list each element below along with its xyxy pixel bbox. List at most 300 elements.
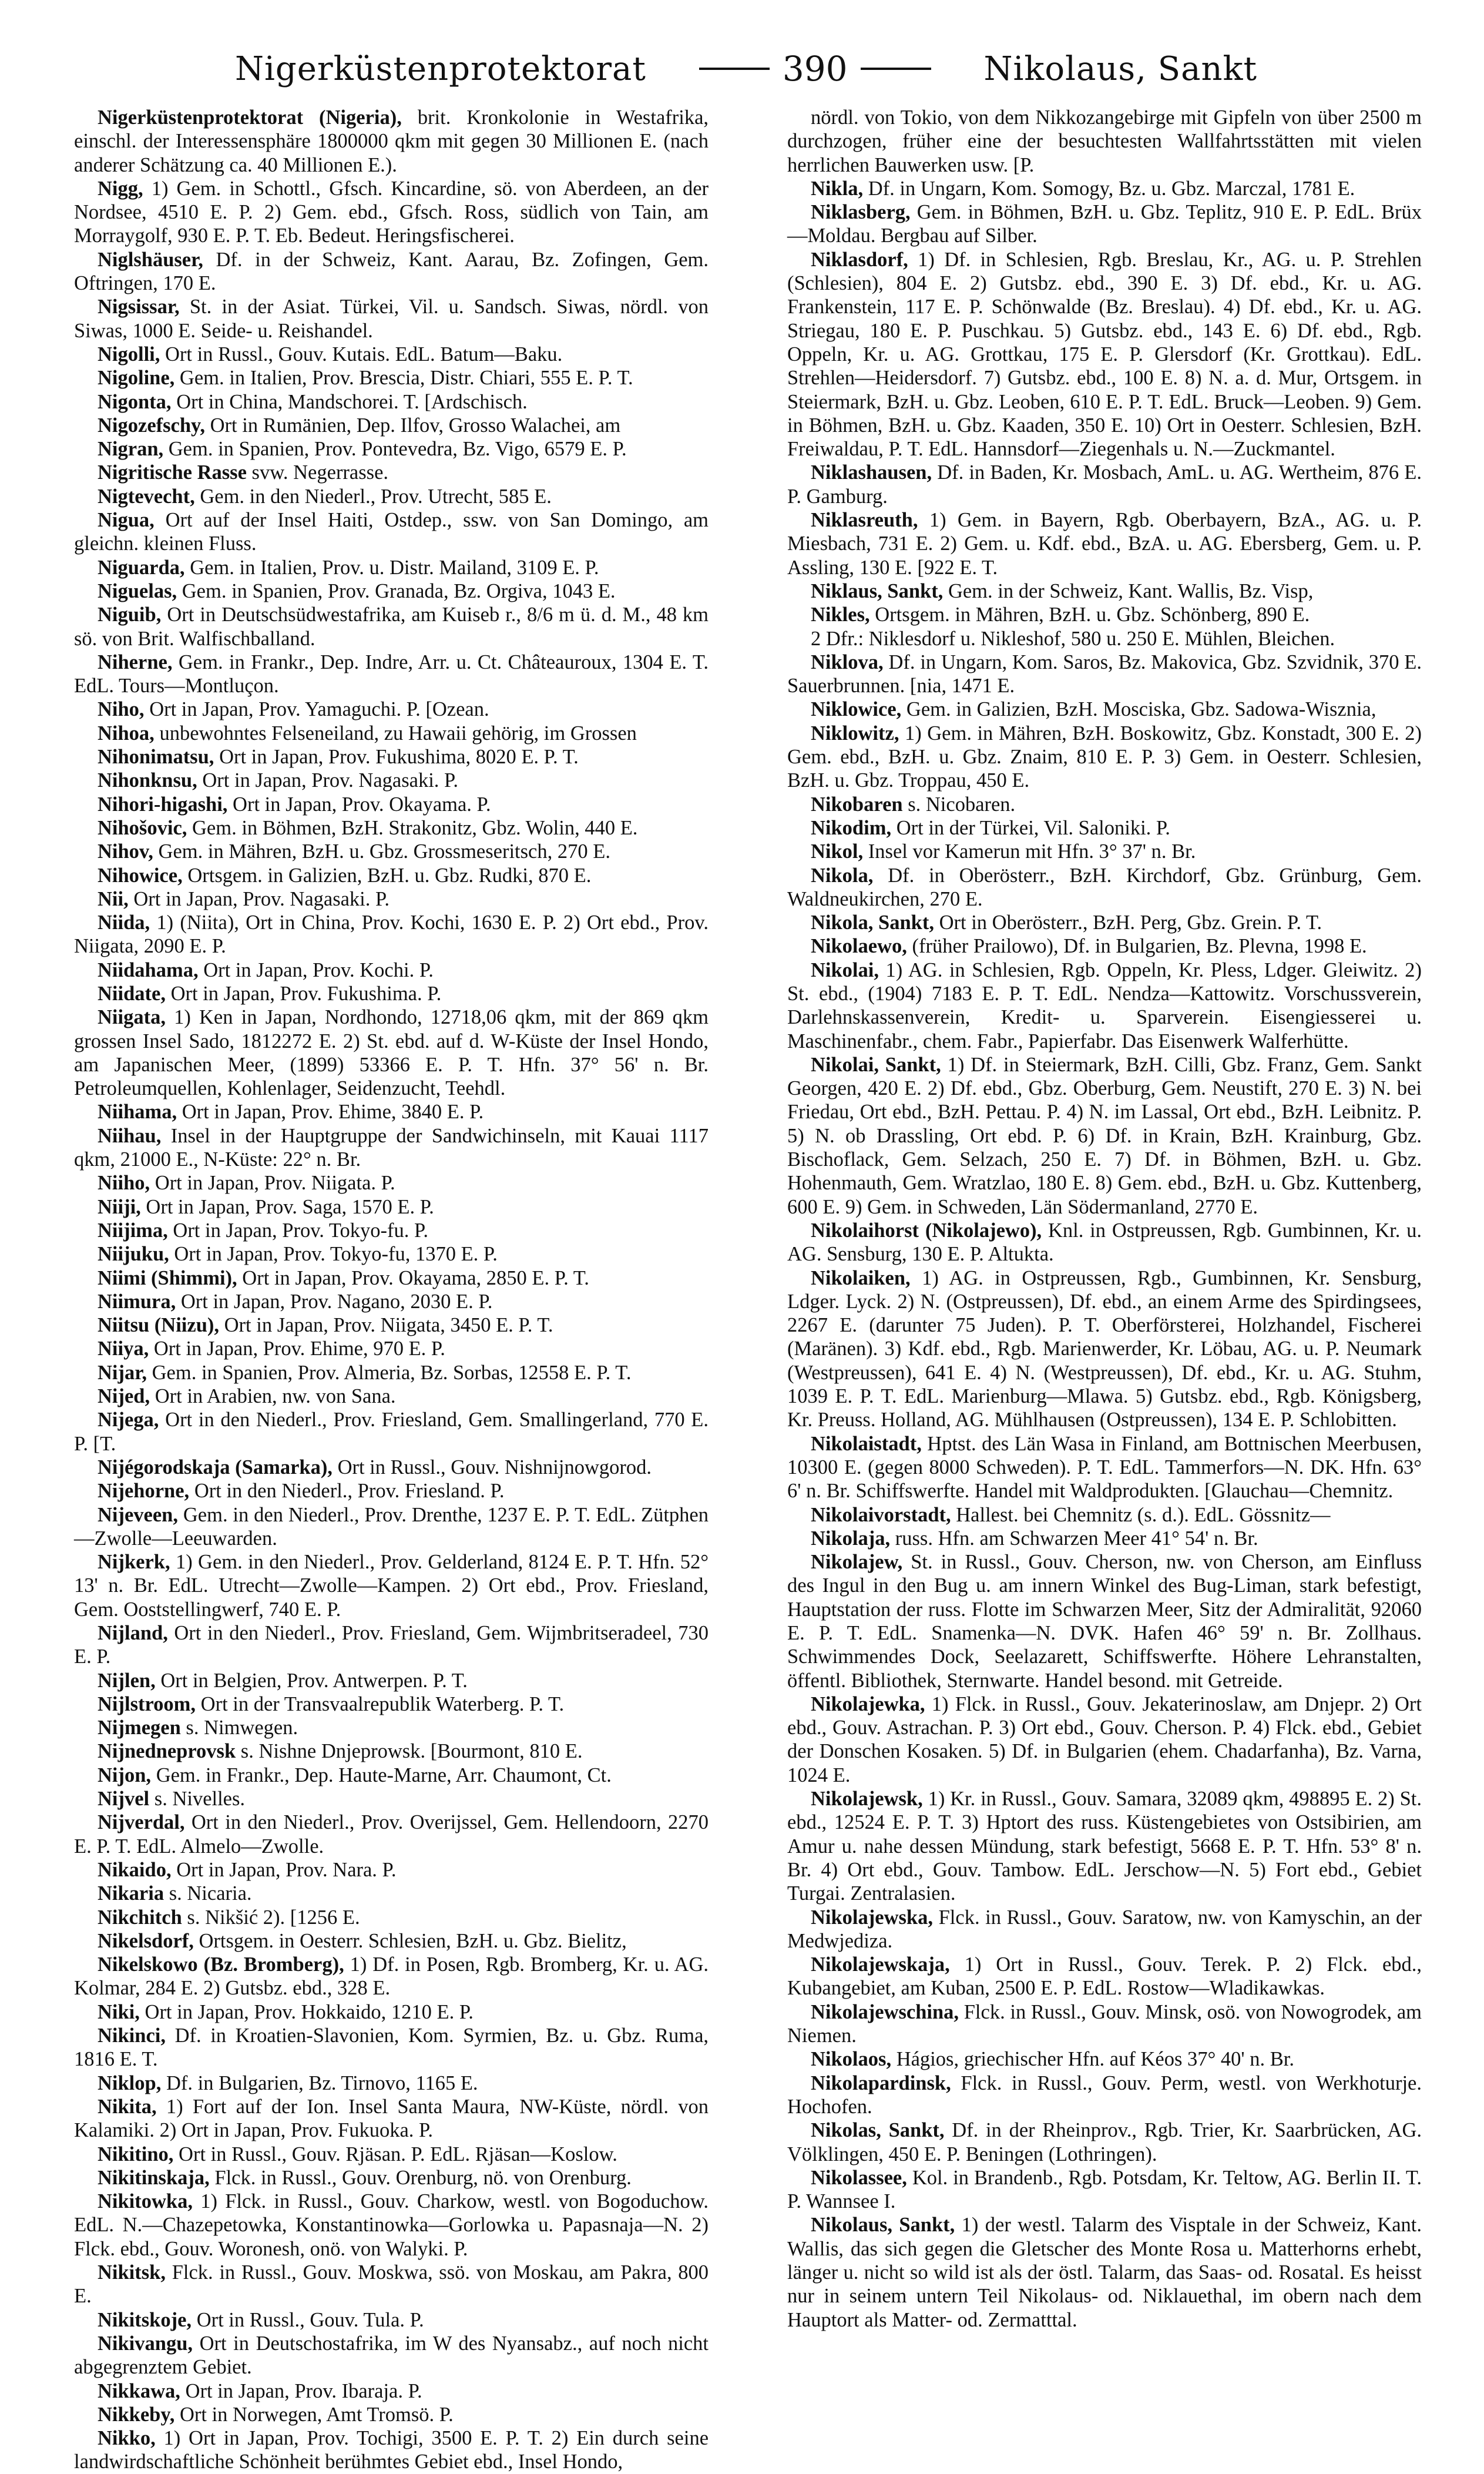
entry-text: Gem. in Italien, Prov. u. Distr. Mailand, 3109 E. P.: [190, 556, 599, 579]
entry-headword: Nigolli,: [98, 343, 160, 366]
dictionary-entry: [74, 2426, 709, 2474]
entry-headword: Niijima,: [98, 1219, 168, 1242]
entry-headword: Nikitskoje,: [98, 2308, 192, 2331]
entry-headword: Nihori-higashi,: [98, 793, 228, 816]
entry-text: Gem. in Frankr., Dep. Indre, Arr. u. Ct. Châteauroux, 1304 E. T. EdL. Tours—Montluçon.: [74, 651, 709, 698]
entry-text: svw. Negerrasse.: [251, 461, 389, 484]
entry-text: Ort in Japan, Prov. Nagasaki. P.: [202, 769, 459, 792]
dictionary-entry: [787, 508, 1422, 579]
entry-headword: Nikolajew,: [811, 1551, 903, 1574]
dictionary-entry: [74, 1929, 709, 1953]
dictionary-entry: [787, 958, 1422, 1053]
entry-headword: Nijon,: [98, 1764, 152, 1786]
entry-headword: Niklova,: [811, 651, 884, 673]
entry-text: Df. in Baden, Kr. Mosbach, AmL. u. AG. Wertheim, 876 E. P. Gamburg.: [787, 461, 1422, 508]
dictionary-entry: [74, 769, 709, 792]
entry-text: 1) (Niita), Ort in China, Prov. Kochi, 1630 E. P. 2) Ort ebd., Prov. Niigata, 2090 E. P.: [74, 911, 709, 958]
entry-headword: Niiya,: [98, 1337, 149, 1360]
entry-headword: Niihau,: [98, 1124, 162, 1147]
entry-headword: Nikolaewo,: [811, 935, 907, 958]
entry-text: 1) Df. in Schlesien, Rgb. Breslau, Kr., AG. u. P. Strehlen (Schlesien), 804 E. 2) Gutsbz. ebd., 390 E. 3) Df. ebd., Kr. u. AG. Frankenstein, 117 E. P. Schönwalde (Bz. Breslau). 4) Df. ebd., Kr. u. AG. Striegau, 180 E. P. Puschkau. 5) Gutsbz. ebd., 143 E. 6) Df. ebd., Rgb. Oppeln, Kr. u. AG. Grottkau, 175 E. P. Glersdorf (Kr. Grottkau). EdL. Strehlen—Heidersdorf. 7) Gutsbz. ebd., 100 E. 8) N. a. d. Mur, Ortsgem. in Steiermark, BzH. u. Gbz. Leoben, 610 E. P. T. EdL. Bruck—Leoben. 9) Gem. in Böhmen, BzH. u. Gbz. Kaaden, 350 E. 10) Ort in Oesterr. Schlesien, BzH. Freiwaldau, P. T. EdL. Hannsdorf—Ziegenhals u. N.—Zuckmantel.: [787, 248, 1422, 461]
entry-headword: Nikolai, Sankt,: [811, 1053, 941, 1076]
dictionary-entry: [787, 200, 1422, 248]
dictionary-entry: [74, 1124, 709, 1172]
entry-headword: Niijuku,: [98, 1243, 169, 1266]
dictionary-entry: [787, 1266, 1422, 1432]
dictionary-entry: [74, 864, 709, 887]
entry-text: Ort in der Türkei, Vil. Saloniki. P.: [896, 816, 1170, 839]
dictionary-entry: [787, 816, 1422, 840]
header-right-title: Nikolaus, Sankt: [983, 49, 1257, 88]
dictionary-entry: [787, 934, 1422, 958]
entry-text: 1) Flck. in Russl., Gouv. Jekaterinoslaw, am Dnjepr. 2) Ort ebd., Gouv. Astrachan. P. 3) Ort ebd., Gouv. Cherson. P. 4) Flck. ebd., Gebiet der Donschen Kosaken. 5) Df. in Bulgarien (ehem. Chadarfanha), Bz. Varna, 1024 E.: [787, 1692, 1422, 1786]
entry-headword: Nikolaos,: [811, 2048, 892, 2071]
entry-text: Ort in Arabien, nw. von Sana.: [155, 1385, 396, 1408]
dictionary-entry: [74, 1005, 709, 1100]
entry-text: Ort in Deutschostafrika, im W des Nyansabz., auf noch nicht abgegrenztem Gebiet.: [74, 2332, 709, 2379]
entry-text: Ort in China, Mandschorei. T. [Ardschisch.: [176, 390, 528, 413]
entry-headword: Nigritische Rasse: [98, 461, 247, 484]
entry-text: Gem. in den Niederl., Prov. Drenthe, 1237 E. P. T. EdL. Zütphen—Zwolle—Leeuwarden.: [74, 1503, 709, 1550]
dictionary-entry: [787, 911, 1422, 934]
entry-text: Ort in Japan, Prov. Nara. P.: [176, 1858, 397, 1881]
dictionary-entry: [74, 508, 709, 556]
dictionary-entry: [74, 366, 709, 390]
entry-text: Ort in Japan, Prov. Nagasaki. P.: [133, 887, 390, 910]
entry-text: Ort in Japan, Prov. Tokyo-fu. P.: [173, 1219, 428, 1242]
entry-text: Gem. in Frankr., Dep. Haute-Marne, Arr. Chaumont, Ct.: [156, 1764, 612, 1786]
header-dash-right: [861, 68, 931, 70]
entry-headword: Nijégorodskaja (Samarka),: [98, 1456, 333, 1479]
dictionary-entry: [787, 2166, 1422, 2214]
dictionary-entry: [74, 414, 709, 437]
dictionary-entry: [787, 1906, 1422, 1953]
dictionary-entry: [74, 2332, 709, 2379]
entry-headword: Nijnedneprovsk: [98, 1740, 236, 1763]
dictionary-entry: [74, 1100, 709, 1124]
dictionary-entry: [74, 1195, 709, 1219]
dictionary-entry: [74, 982, 709, 1005]
entry-headword: Niguarda,: [98, 556, 185, 579]
entry-text: Gem. in den Niederl., Prov. Utrecht, 585 E.: [200, 485, 552, 508]
dictionary-entry: [74, 1242, 709, 1266]
entry-headword: Nikitsk,: [98, 2261, 166, 2284]
entry-text: Df. in Oberösterr., BzH. Kirchdorf, Gbz. Grünburg, Gem. Waldneukirchen, 270 E.: [787, 864, 1422, 910]
dictionary-entry: [74, 2308, 709, 2332]
entry-headword: Nikolaistadt,: [811, 1432, 922, 1455]
dictionary-entry: [74, 2143, 709, 2166]
entry-headword: Nikla,: [811, 177, 864, 200]
entry-headword: Nijmegen: [98, 1717, 181, 1739]
entry-text: Ort in Norwegen, Amt Tromsö. P.: [179, 2403, 454, 2426]
entry-text: Ort auf der Insel Haiti, Ostdep., ssw. von San Domingo, am gleichn. kleinen Fluss.: [74, 509, 709, 555]
dictionary-entry: [74, 461, 709, 484]
page-header: [235, 36, 1257, 101]
entry-text: Hallest. bei Chemnitz (s. d.). EdL. Gössnitz—: [956, 1503, 1331, 1526]
dictionary-entry: [74, 1858, 709, 1882]
dictionary-entry: [74, 1266, 709, 1290]
entry-headword: Nijehorne,: [98, 1480, 190, 1503]
dictionary-entry: [74, 1479, 709, 1503]
entry-headword: Nikolas, Sankt,: [811, 2119, 945, 2142]
right-column: [787, 106, 1422, 2331]
entry-text: Flck. in Russl., Gouv. Moskwa, ssö. von Moskau, am Pakra, 800 E.: [74, 2261, 709, 2308]
entry-headword: Nikolai,: [811, 958, 879, 981]
entry-text: Ort in Japan, Prov. Okayama. P.: [233, 793, 491, 816]
entry-headword: Niimura,: [98, 1290, 176, 1313]
entry-headword: Nijeveen,: [98, 1503, 178, 1526]
dictionary-entry: [74, 579, 709, 603]
entry-text: Ort in Japan, Prov. Hokkaido, 1210 E. P.: [145, 2000, 474, 2023]
dictionary-entry: [74, 722, 709, 745]
entry-text: Ortsgem. in Oesterr. Schlesien, BzH. u. Gbz. Bielitz,: [199, 1929, 627, 1952]
dictionary-entry: [787, 461, 1422, 508]
entry-text: Ort in Russl., Gouv. Tula. P.: [196, 2308, 424, 2331]
entry-text: Ort in Japan, Prov. Fukushima. P.: [170, 982, 442, 1005]
entry-text: Ortsgem. in Mähren, BzH. u. Gbz. Schönberg, 890 E.: [875, 604, 1310, 626]
dictionary-entry: [74, 887, 709, 911]
dictionary-entry: [787, 793, 1422, 816]
entry-text: Df. in der Schweiz, Kant. Aarau, Bz. Zofingen, Gem. Oftringen, 170 E.: [74, 248, 709, 295]
dictionary-entry: [787, 248, 1422, 461]
entry-text: Ort in Russl., Gouv. Kutais. EdL. Batum—Baku.: [165, 343, 563, 366]
dictionary-entry: [74, 2261, 709, 2308]
entry-text: russ. Hfn. am Schwarzen Meer 41° 54' n. Br.: [895, 1527, 1258, 1550]
dictionary-entry: [787, 177, 1422, 200]
entry-text: s. Nikšić 2). [1256 E.: [187, 1906, 360, 1929]
dictionary-entry: [787, 698, 1422, 721]
header-left-title: Nigerküstenprotektorat: [235, 49, 646, 88]
entry-text: Ort in den Niederl., Prov. Overijssel, Gem. Hellendoorn, 2270 E. P. T. EdL. Almelo—Zwolle.: [74, 1811, 709, 1858]
entry-headword: Niklasdorf,: [811, 248, 908, 271]
dictionary-entry: [74, 793, 709, 816]
left-column: [74, 106, 709, 2473]
dictionary-entry: [74, 1669, 709, 1692]
entry-text: Ort in Japan, Prov. Niigata, 3450 E. P. T.: [224, 1314, 553, 1337]
entry-headword: Niiho,: [98, 1172, 150, 1195]
dictionary-entry: [787, 1503, 1422, 1527]
dictionary-entry: [74, 437, 709, 461]
entry-headword: Nikinci,: [98, 2024, 166, 2047]
dictionary-entry: [74, 1361, 709, 1384]
entry-headword: Niguelas,: [98, 579, 177, 602]
dictionary-entry: [74, 745, 709, 769]
header-dash-left: [699, 68, 770, 70]
dictionary-entry: [787, 1527, 1422, 1550]
entry-headword: Nikita,: [98, 2095, 157, 2118]
dictionary-entry: [74, 106, 709, 177]
entry-headword: Nikolajewschina,: [811, 2000, 959, 2023]
entry-text: Gem. in Spanien, Prov. Pontevedra, Bz. Vigo, 6579 E. P.: [168, 438, 627, 461]
entry-headword: Niklasberg,: [811, 201, 911, 224]
dictionary-entry: [787, 1692, 1422, 1787]
dictionary-entry: [787, 1787, 1422, 1905]
dictionary-entry: [74, 2071, 709, 2095]
entry-headword: Nijlstroom,: [98, 1692, 196, 1715]
entry-headword: Nikko,: [98, 2427, 156, 2450]
entry-text: Gem. in Mähren, BzH. u. Gbz. Grossmeseritsch, 270 E.: [158, 840, 610, 863]
entry-text: Ort in Japan, Prov. Fukushima, 8020 E. P. T.: [219, 746, 579, 769]
entry-headword: Niklop,: [98, 2071, 162, 2094]
entry-text: Ort in Japan, Prov. Kochi. P.: [203, 958, 434, 981]
entry-text: Df. in Ungarn, Kom. Saros, Bz. Makovica, Gbz. Szvidnik, 370 E. Sauerbrunnen. [nia, 1471 E.: [787, 651, 1422, 698]
dictionary-entry: [787, 106, 1422, 177]
dictionary-entry: [787, 603, 1422, 626]
entry-text: 1) Ort in Japan, Prov. Tochigi, 3500 E. P. T. 2) Ein durch seine landwirdschaftliche Schönheit berühmtes Gebiet ebd., Insel Hondo,: [74, 2427, 709, 2473]
entry-text: St. in der Asiat. Türkei, Vil. u. Sandsch. Siwas, nördl. von Siwas, 1000 E. Seide- u. Reishandel.: [74, 296, 709, 342]
entry-text: 1) Gem. in den Niederl., Prov. Gelderland, 8124 E. P. T. Hfn. 52° 13' n. Br. EdL. Utrecht—Zwolle—Kampen. 2) Ort ebd., Prov. Friesland, Gem. Ooststellingwerf, 740 E. P.: [74, 1551, 709, 1621]
entry-headword: Nikobaren: [811, 793, 903, 816]
entry-headword: Nikkawa,: [98, 2379, 180, 2402]
dictionary-entry: [74, 177, 709, 248]
dictionary-entry: [74, 390, 709, 414]
entry-headword: Nikolaiken,: [811, 1266, 911, 1289]
entry-headword: Nikchitch: [98, 1906, 182, 1929]
dictionary-entry: [74, 1456, 709, 1479]
entry-headword: Nikolajewka,: [811, 1692, 925, 1715]
dictionary-entry: [74, 1290, 709, 1313]
entry-text: Ort in den Niederl., Prov. Friesland, Gem. Smallingerland, 770 E. P. [T.: [74, 1409, 709, 1455]
entry-headword: Niidate,: [98, 982, 166, 1005]
dictionary-entry: [74, 2166, 709, 2190]
entry-text: 1) Fort auf der Ion. Insel Santa Maura, NW-Küste, nördl. von Kalamiki. 2) Ort in Japan, Prov. Fukuoka. P.: [74, 2095, 709, 2142]
entry-headword: Nijland,: [98, 1622, 168, 1644]
entry-headword: Niguib,: [98, 604, 162, 626]
entry-text: Ort in den Niederl., Prov. Friesland. P.: [194, 1480, 505, 1503]
entry-text: Df. in Bulgarien, Bz. Tirnovo, 1165 E.: [166, 2071, 478, 2094]
dictionary-entry: [787, 1219, 1422, 1266]
entry-text: Ort in Oberösterr., BzH. Perg, Gbz. Grein. P. T.: [939, 911, 1322, 934]
entry-text: unbewohntes Felseneiland, zu Hawaii gehörig, im Grossen: [159, 722, 637, 745]
entry-text: Insel vor Kamerun mit Hfn. 3° 37' n. Br.: [868, 840, 1196, 863]
entry-headword: Niigata,: [98, 1006, 166, 1029]
dictionary-entry: [787, 1550, 1422, 1692]
entry-text: Flck. in Russl., Gouv. Minsk, osö. von Nowogrodek, am Niemen.: [787, 2000, 1422, 2047]
entry-headword: Nigua,: [98, 509, 155, 532]
dictionary-entry: [74, 1787, 709, 1811]
entry-headword: Nihowice,: [98, 864, 183, 887]
entry-text: Kol. in Brandenb., Rgb. Potsdam, Kr. Teltow, AG. Berlin II. T. P. Wannsee I.: [787, 2166, 1422, 2213]
entry-headword: Nihonimatsu,: [98, 746, 214, 769]
dictionary-entry: [74, 485, 709, 508]
dictionary-entry: [787, 1053, 1422, 1219]
entry-text: Knl. in Ostpreussen, Rgb. Gumbinnen, Kr. u. AG. Sensburg, 130 E. P. Altukta.: [787, 1219, 1422, 1266]
entry-text: s. Nicobaren.: [908, 793, 1016, 816]
entry-text: Ortsgem. in Galizien, BzH. u. Gbz. Rudki, 870 E.: [187, 864, 592, 887]
dictionary-entry: [74, 1692, 709, 1716]
entry-text: 1) Df. in Posen, Rgb. Bromberg, Kr. u. AG. Kolmar, 284 E. 2) Gutsbz. ebd., 328 E.: [74, 1953, 709, 2000]
entry-text: Hptst. des Län Wasa in Finland, am Bottnischen Meerbusen, 10300 E. (gegen 8000 Schweden). P. T. EdL. Tammerfors—N. DK. Hfn. 63° 6' n. Br. Schiffswerfte. Handel mit Waldprodukten. [Glauchau—Chemnitz.: [787, 1432, 1422, 1503]
entry-headword: Nijkerk,: [98, 1551, 170, 1574]
entry-text: 1) AG. in Schlesien, Rgb. Oppeln, Kr. Pless, Ldger. Gleiwitz. 2) St. ebd., (1904) 7183 E. P. T. EdL. Nendza—Kattowitz. Vorschussverein, Darlehnskassenverein, Kredit- u. Sparverein. Eisengiesserei u. Maschinenfabr., chem. Fabr., Papierfabr. Das Eisenwerk Walferhütte.: [787, 958, 1422, 1052]
entry-headword: Nijlen,: [98, 1669, 156, 1692]
dictionary-entry: [74, 556, 709, 579]
entry-headword: Nikkeby,: [98, 2403, 175, 2426]
dictionary-entry: [787, 2071, 1422, 2119]
dictionary-entry: [787, 2000, 1422, 2048]
entry-text: s. Nicaria.: [169, 1882, 252, 1905]
dictionary-entry: [74, 1621, 709, 1669]
entry-headword: Niidahama,: [98, 958, 199, 981]
entry-text: Ort in den Niederl., Prov. Friesland, Gem. Wijmbritseradeel, 730 E. P.: [74, 1622, 709, 1668]
entry-headword: Nikitinskaja,: [98, 2166, 210, 2189]
entry-headword: Nikolajewskaja,: [811, 1953, 950, 1976]
dictionary-entry: [74, 1811, 709, 1858]
entry-headword: Nihoa,: [98, 722, 155, 745]
entry-text: (früher Prailowo), Df. in Bulgarien, Bz. Plevna, 1998 E.: [912, 935, 1367, 958]
entry-headword: Nikola,: [811, 864, 874, 887]
entry-text: Ort in Rumänien, Dep. Ilfov, Grosso Walachei, am: [210, 414, 621, 437]
entry-headword: Niklowice,: [811, 698, 902, 721]
dictionary-entry: [74, 1337, 709, 1360]
entry-headword: Nijed,: [98, 1385, 150, 1408]
entry-text: Flck. in Russl., Gouv. Saratow, nw. von Kamyschin, an der Medwjediza.: [787, 1906, 1422, 1952]
entry-text: 1) Df. in Steiermark, BzH. Cilli, Gbz. Franz, Gem. Sankt Georgen, 420 E. 2) Df. ebd., Gbz. Oberburg, Gem. Neustift, 270 E. 3) N. bei Friedau, Ort ebd., BzH. Pettau. P. 4) N. im Lassal, Ort ebd., BzH. Leibnitz. P. 5) N. ob Drassling, Ort ebd. P. 6) Df. in Krain, BzH. Krainburg, Gbz. Bischoflack, Gem. Selzach, 250 E. 7) Df. in Böhmen, BzH. u. Gbz. Hohenmauth, Gem. Wratzlao, 180 E. 8) Gem. ebd., BzH. u. Gbz. Kuttenberg, 600 E. 9) Gem. in Schweden, Län Södermanland, 2770 E.: [787, 1053, 1422, 1218]
entry-headword: Nikolajewsk,: [811, 1788, 923, 1811]
entry-text: Ort in Belgien, Prov. Antwerpen. P. T.: [160, 1669, 468, 1692]
entry-text: Df. in der Rheinprov., Rgb. Trier, Kr. Saarbrücken, AG. Völklingen, 450 E. P. Beningen (Lothringen).: [787, 2119, 1422, 2165]
entry-text: Df. in Ungarn, Kom. Somogy, Bz. u. Gbz. Marczal, 1781 E.: [868, 177, 1355, 200]
dictionary-entry: [74, 1408, 709, 1456]
entry-headword: Nikolaja,: [811, 1527, 891, 1550]
page-number-group: [699, 49, 931, 89]
dictionary-entry: [74, 1171, 709, 1195]
entry-text: 1) Gem. in Schottl., Gfsch. Kincardine, sö. von Aberdeen, an der Nordsee, 4510 E. P. 2) Gem. ebd., Gfsch. Ross, südlich von Tain, am Morraygolf, 930 E. P. T. Eb. Bedeut. Heringsfischerei.: [74, 177, 709, 247]
entry-text: Gem. in Italien, Prov. Brescia, Distr. Chiari, 555 E. P. T.: [179, 367, 633, 390]
dictionary-entry: [74, 1503, 709, 1551]
dictionary-entry: [74, 1313, 709, 1337]
dictionary-entry: [787, 2213, 1422, 2331]
entry-text: Gem. in Galizien, BzH. Mosciska, Gbz. Sadowa-Wisznia,: [906, 698, 1376, 721]
entry-text: Ort in Russl., Gouv. Nishnijnowgorod.: [337, 1456, 652, 1479]
dictionary-entry: [74, 2095, 709, 2143]
entry-headword: Niherne,: [98, 651, 173, 673]
dictionary-entry: [787, 627, 1422, 651]
entry-headword: Nikol,: [811, 840, 864, 863]
page-number: 390: [782, 49, 848, 89]
entry-headword: Nikelskowo (Bz. Bromberg),: [98, 1953, 344, 1976]
entry-headword: Nikitowka,: [98, 2190, 193, 2213]
entry-headword: Nijverdal,: [98, 1811, 185, 1834]
entry-headword: Nigran,: [98, 438, 164, 461]
entry-headword: Nihov,: [98, 840, 153, 863]
entry-text: Insel in der Hauptgruppe der Sandwichinseln, mit Kauai 1117 qkm, 21000 E., N-Küste: 22° n. Br.: [74, 1124, 709, 1171]
entry-text: brit. Kronkolonie in Westafrika, einschl. der Interessensphäre 1800000 qkm mit gegen 30 Millionen E. (nach anderer Schätzung ca. 40 Millionen E.).: [74, 106, 709, 176]
entry-headword: Nigg,: [98, 177, 143, 200]
dictionary-entry: [74, 2190, 709, 2261]
entry-text: Gem. in Spanien, Prov. Almeria, Bz. Sorbas, 12558 E. P. T.: [152, 1361, 632, 1384]
entry-text: 1) AG. in Ostpreussen, Rgb., Gumbinnen, Kr. Sensburg, Ldger. Lyck. 2) N. (Ostpreussen), Df. ebd., an einem Arme des Spirdingsees, 2267 E. (darunter 75 Juden). P. T. Oberförsterei, Holzhandel, Fischerei (Maränen). 3) Kdf. ebd., Rgb. Marienwerder, Kr. Löbau, AG. u. P. Neumark (Westpreussen), 641 E. 4) N. (Westpreussen), Df. ebd., Kr. u. AG. Stuhm, 1039 E. P. T. EdL. Marienburg—Mlawa. 5) Gutsbz. ebd., Rgb. Königsberg, Kr. Preuss. Holland, AG. Mühlhausen (Ostpreussen), 134 E. P. Schlobitten.: [787, 1266, 1422, 1432]
entry-text: St. in Russl., Gouv. Cherson, nw. von Cherson, am Einfluss des Ingul in den Bug u. am innern Winkel des Bug-Liman, stark befestigt, Hauptstation der russ. Flotte im Schwarzen Meer, Sitz der Admiralität, 92060 E. P. T. EdL. Snamenka—N. DVK. Hafen 46° 59' n. Br. Zollhaus. Schwimmendes Dock, Seelazarett, Schiffswerfte. Höhere Lehranstalten, öffentl. Bibliothek, Sternwarte. Handel besond. mit Getreide.: [787, 1551, 1422, 1692]
entry-text: Ort in Japan, Prov. Saga, 1570 E. P.: [146, 1195, 434, 1218]
entry-text: 1) Flck. in Russl., Gouv. Charkow, westl. von Bogoduchow. EdL. N.—Chazepetowka, Konstantinowka—Gorlowka u. Papasnaja—N. 2) Flck. ebd., Gouv. Woronesh, onö. von Walyki. P.: [74, 2190, 709, 2260]
dictionary-entry: [74, 1550, 709, 1621]
entry-headword: Nii,: [98, 887, 129, 910]
entry-headword: Nigonta,: [98, 390, 172, 413]
dictionary-entry: [787, 864, 1422, 911]
entry-headword: Nikodim,: [811, 816, 892, 839]
dictionary-entry: [787, 2118, 1422, 2166]
entry-headword: Nigsissar,: [98, 296, 180, 319]
entry-text: Ort in Japan, Prov. Okayama, 2850 E. P. T.: [242, 1266, 589, 1289]
entry-text: 1) Ken in Japan, Nordhondo, 12718,06 qkm, mit der 869 qkm grossen Insel Sado, 1812272 E. 2) St. ebd. auf d. W-Küste der Insel Hondo, am Japanischen Meer, (1899) 53366 E. P. T. Hfn. 37° 56' n. Br. Petroleumquellen, Kohlenlager, Seidenzucht, Teehdl.: [74, 1006, 709, 1100]
dictionary-entry: [74, 816, 709, 840]
entry-headword: Niida,: [98, 911, 150, 934]
entry-headword: Niimi (Shimmi),: [98, 1266, 237, 1289]
entry-text: Df. in Kroatien-Slavonien, Kom. Syrmien, Bz. u. Gbz. Ruma, 1816 E. T.: [74, 2024, 709, 2071]
entry-text: Ort in Japan, Prov. Ehime, 3840 E. P.: [182, 1101, 484, 1124]
entry-headword: Nikolaihorst (Nikolajewo),: [811, 1219, 1042, 1242]
entry-headword: Nikolaus, Sankt,: [811, 2214, 955, 2237]
dictionary-entry: [787, 722, 1422, 793]
entry-headword: Nikolapardinsk,: [811, 2071, 951, 2094]
entry-headword: Nikola, Sankt,: [811, 911, 934, 934]
entry-headword: Nigerküstenprotektorat (Nigeria),: [98, 106, 402, 129]
entry-text: Gem. in Böhmen, BzH. Strakonitz, Gbz. Wolin, 440 E.: [192, 816, 638, 839]
dictionary-entry: [74, 1739, 709, 1763]
entry-headword: Nikolassee,: [811, 2166, 907, 2189]
entry-headword: Nikitino,: [98, 2143, 174, 2165]
dictionary-entry: [74, 1716, 709, 1739]
entry-headword: Nikolaivorstadt,: [811, 1503, 951, 1526]
entry-text: Ort in Japan, Prov. Nagano, 2030 E. P.: [180, 1290, 493, 1313]
entry-headword: Nikelsdorf,: [98, 1929, 194, 1952]
dictionary-entry: [74, 1384, 709, 1408]
dictionary-entry: [74, 343, 709, 366]
dictionary-entry: [74, 248, 709, 296]
dictionary-entry: [74, 603, 709, 651]
entry-text: Ort in der Transvaalrepublik Waterberg. P. T.: [200, 1692, 565, 1715]
entry-text: Ort in Japan, Prov. Tokyo-fu, 1370 E. P.: [174, 1243, 498, 1266]
entry-headword: Niki,: [98, 2000, 140, 2023]
dictionary-entry: [787, 2047, 1422, 2071]
entry-text: Gem. in Spanien, Prov. Granada, Bz. Orgiva, 1043 E.: [182, 579, 616, 602]
dictionary-entry: [74, 1219, 709, 1242]
entry-headword: Niklowitz,: [811, 722, 899, 745]
entry-text: s. Nishne Dnjeprowsk. [Bourmont, 810 E.: [240, 1740, 583, 1763]
dictionary-entry: [74, 698, 709, 721]
entry-headword: Niitsu (Niizu),: [98, 1314, 219, 1337]
dictionary-entry: [74, 1764, 709, 1787]
entry-text: 1) Gem. in Mähren, BzH. Boskowitz, Gbz. Konstadt, 300 E. 2) Gem. ebd., BzH. u. Gbz. Znaim, 810 E. P. 3) Gem. in Oesterr. Schlesien, BzH. u. Gbz. Troppau, 450 E.: [787, 722, 1422, 792]
dictionary-entry: [74, 911, 709, 958]
entry-text: Ort in Japan, Prov. Ehime, 970 E. P.: [153, 1337, 445, 1360]
dictionary-entry: [74, 1906, 709, 1929]
dictionary-entry: [74, 2024, 709, 2071]
entry-headword: Nikivangu,: [98, 2332, 193, 2355]
entry-headword: Nijvel: [98, 1788, 150, 1811]
entry-text: Flck. in Russl., Gouv. Perm, westl. von Werkhoturje. Hochofen.: [787, 2071, 1422, 2118]
entry-headword: Nigoline,: [98, 367, 175, 390]
dictionary-entry: [74, 1882, 709, 1905]
entry-text: Gem. in Böhmen, BzH. u. Gbz. Teplitz, 910 E. P. EdL. Brüx—Moldau. Bergbau auf Silber.: [787, 201, 1422, 247]
dictionary-entry: [787, 579, 1422, 603]
entry-headword: Niklasreuth,: [811, 509, 918, 532]
entry-text: Flck. in Russl., Gouv. Orenburg, nö. von Orenburg.: [214, 2166, 632, 2189]
entry-text: Gem. in der Schweiz, Kant. Wallis, Bz. Visp,: [948, 579, 1314, 602]
dictionary-entry: [74, 2403, 709, 2426]
dictionary-entry: [74, 958, 709, 982]
entry-text: s. Nivelles.: [154, 1788, 246, 1811]
entry-headword: Nijar,: [98, 1361, 147, 1384]
entry-text: 1) der westl. Talarm des Visptale in der Schweiz, Kant. Wallis, das sich gegen die Gletscher des Monte Rosa u. Matterhorns erhebt, länger u. nicht so wild ist als der östl. Talarm, das Saas- od. Rosatal. Es heisst nur in seinem untern Teil Nikolaus- od. Niklauethal, im obern nach dem Hauptort als Matter- od. Zermatttal.: [787, 2214, 1422, 2331]
entry-text: Ort in Japan, Prov. Yamaguchi. P. [Ozean.: [149, 698, 489, 721]
dictionary-entry: [787, 840, 1422, 863]
dictionary-entry: [74, 840, 709, 863]
entry-text: 1) Ort in Russl., Gouv. Terek. P. 2) Flck. ebd., Kubangebiet, am Kuban, 2500 E. P. EdL. Rostow—Wladikawkas.: [787, 1953, 1422, 2000]
entry-text: Ort in Japan, Prov. Niigata. P.: [155, 1172, 395, 1195]
dictionary-entry: [74, 1953, 709, 2000]
